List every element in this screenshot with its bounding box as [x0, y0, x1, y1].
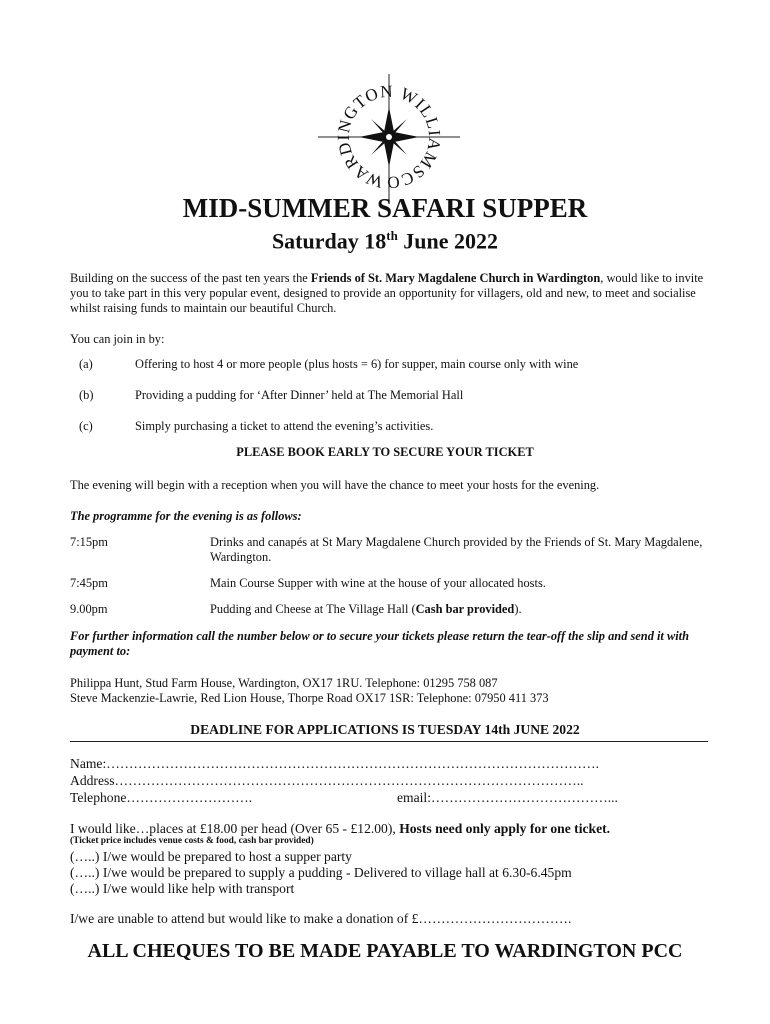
option-text-b: Providing a pudding for ‘After Dinner’ held at The Memorial Hall [135, 388, 464, 402]
name-field[interactable]: Name:………………………………………………………………………………………………. [70, 756, 600, 771]
tear-off-divider [70, 741, 708, 742]
contact-line: Philippa Hunt, Stud Farm House, Wardington, OX17 1RU. Telephone: 01295 758 087 [70, 676, 498, 690]
programme-desc: Main Course Supper with wine at the house of your allocated hosts. [210, 576, 546, 590]
cheques-notice: ALL CHEQUES TO BE MADE PAYABLE TO WARDINGTON PCC [87, 940, 683, 962]
event-date: Saturday 18th June 2022 [271, 228, 499, 254]
option-text-a: Offering to host 4 or more people (plus hosts = 6) for supper, main course only with wine [135, 357, 579, 371]
option-key-b: (b) [79, 388, 94, 402]
donation-field[interactable]: I/we are unable to attend but would like to make a donation of £……………………………. [70, 911, 572, 926]
book-early-notice: PLEASE BOOK EARLY TO SECURE YOUR TICKET [236, 445, 534, 459]
programme-time: 9.00pm [70, 602, 108, 616]
evening-text: The evening will begin with a reception when you will have the chance to meet your hosts for the evening. [70, 478, 600, 492]
host-checkbox[interactable]: (…..) I/we would be prepared to host a supper party [70, 849, 352, 864]
deadline-notice: DEADLINE FOR APPLICATIONS IS TUESDAY 14th JUNE 2022 [190, 722, 580, 737]
programme-heading: The programme for the evening is as follows: [70, 509, 302, 523]
option-key-a: (a) [79, 357, 93, 371]
programme-time: 7:15pm [70, 535, 108, 549]
intro-paragraph: Building on the success of the past ten years the Friends of St. Mary Magdalene Church in Wardington, would like to invite you to take part in this very popular event, designed to provide an opportunity for villagers, old and new, to meet and socialise whilst raising funds to maintain our beautiful Church. [70, 271, 704, 315]
telephone-field[interactable]: Telephone………………………. [70, 790, 253, 805]
option-text-c: Simply purchasing a ticket to attend the evening’s activities. [135, 419, 434, 433]
compass-star-logo-icon [316, 74, 462, 200]
page-title: MID-SUMMER SAFARI SUPPER [182, 193, 588, 223]
further-info: For further information call the number below or to secure your tickets please return the tear-off the slip and send it with payment to: [70, 629, 690, 658]
transport-checkbox[interactable]: (…..) I/we would like help with transport [70, 881, 295, 896]
logo-text: WARDINGTON WILLIAMSCO [334, 81, 445, 193]
email-field[interactable]: email:…………………………………... [397, 790, 618, 805]
tickets-line[interactable]: I would like…places at £18.00 per head (Over 65 - £12.00), Hosts need only apply for one ticket. [70, 821, 611, 836]
church-logo [316, 74, 462, 200]
option-key-c: (c) [79, 419, 93, 433]
address-field[interactable]: Address………………………………………………………………………………………….. [70, 773, 584, 788]
programme-desc: Drinks and canapés at St Mary Magdalene Church provided by the Friends of St. Mary Magdalene, Wardington. [210, 535, 703, 564]
contact-line: Steve Mackenzie-Lawrie, Red Lion House, Thorpe Road OX17 1SR: Telephone: 07950 411 373 [70, 691, 549, 705]
ticket-price-note: (Ticket price includes venue costs & food, cash bar provided) [70, 836, 314, 846]
pudding-checkbox[interactable]: (…..) I/we would be prepared to supply a pudding - Delivered to village hall at 6.30-6.45pm [70, 865, 572, 880]
programme-desc: Pudding and Cheese at The Village Hall (Cash bar provided). [210, 602, 522, 616]
programme-time: 7:45pm [70, 576, 108, 590]
join-text: You can join in by: [70, 332, 165, 346]
